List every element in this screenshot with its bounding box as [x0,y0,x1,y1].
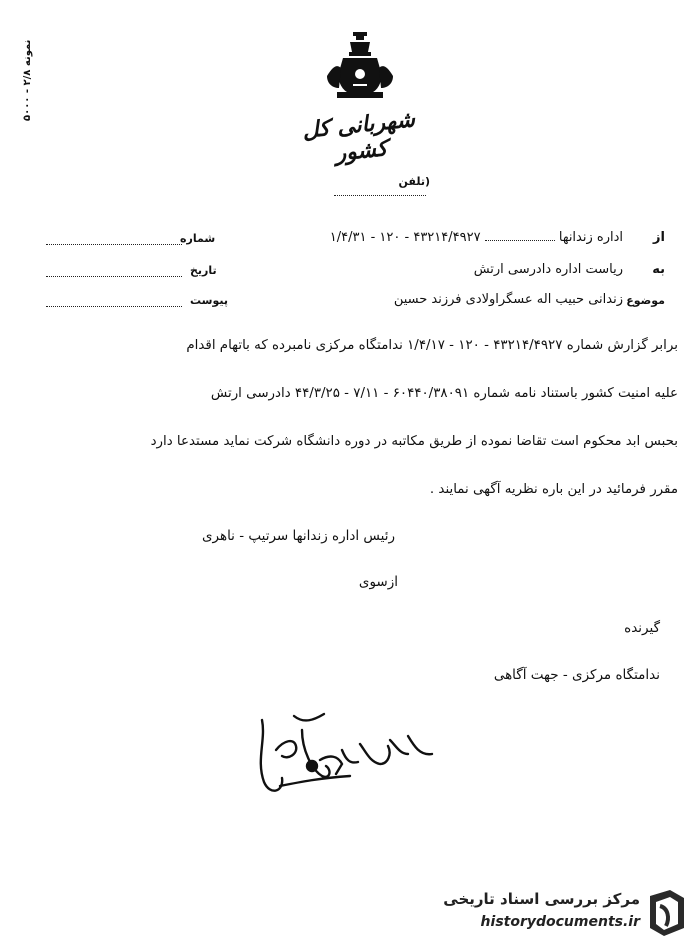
to-value: ریاست اداره دادرسی ارتش [473,262,623,277]
body-line-3: بحبس ابد محکوم است تقاضا نموده از طریق مکاتبه در دوره دانشگاه شرکت نماید مستدعا دارد [150,434,678,449]
from-office: اداره زندانها [558,230,623,245]
body-line-4: مقرر فرمائید در این باره نظریه آگهی نمایند . [429,482,678,497]
from-row [40,230,665,252]
phone-label: (تلفن [398,175,430,188]
archive-logo-icon [644,888,692,938]
archive-name: مرکز بررسی اسناد تاریخی [443,890,640,908]
body-line-2: علیه امنیت کشور باستناد نامه شماره ۶۰۴۴۰/۳۸۰۹۱ - ۷/۱۱ - ۴۴/۳/۲۵ دادرسی ارتش [210,386,678,401]
from-label: از [653,230,665,245]
date-label: تاریخ [190,264,217,277]
subject-value: زندانی حبیب اله عسگراولادی فرزند حسین [393,292,623,307]
recipient-entry: ندامتگاه مرکزی - جهت آگاهی [493,667,660,683]
phone-blank [334,195,426,196]
organization-title: شهربانی کل کشور [301,106,417,167]
crown-lion-emblem [323,30,397,104]
enclosure-blank [46,306,182,307]
handwritten-signature [250,700,450,820]
archive-url: historydocuments.ir [480,914,640,930]
form-code: نمونه ۲/۸ - ۵۰۰۰ [22,40,33,122]
recipients-label: گیرنده [624,620,660,636]
number-blank [46,244,182,245]
to-label: به [652,262,665,277]
phone-field [300,175,430,201]
archive-watermark [408,888,696,940]
from-value [330,230,623,245]
on-behalf-label: ازسوی [358,574,398,590]
subject-label: موضوع [626,294,665,307]
reference-number: ۴۳۲۱۴/۴۹۲۷ - ۱۲۰ - ۱/۴/۳۱ [329,230,481,245]
to-row [40,262,665,284]
number-label: شماره [180,232,216,245]
enclosure-label: پیوست [190,294,228,307]
subject-row [40,292,665,314]
body-line-1: برابر گزارش شماره ۴۳۲۱۴/۴۹۲۷ - ۱۲۰ - ۱/۴/۱۷ ندامتگاه مرکزی نامبرده که باتهام اقدام [186,338,678,353]
date-blank [46,276,182,277]
from-blank [485,240,555,241]
signatory-name: رئیس اداره زندانها سرتیپ - ناهری [201,528,395,544]
